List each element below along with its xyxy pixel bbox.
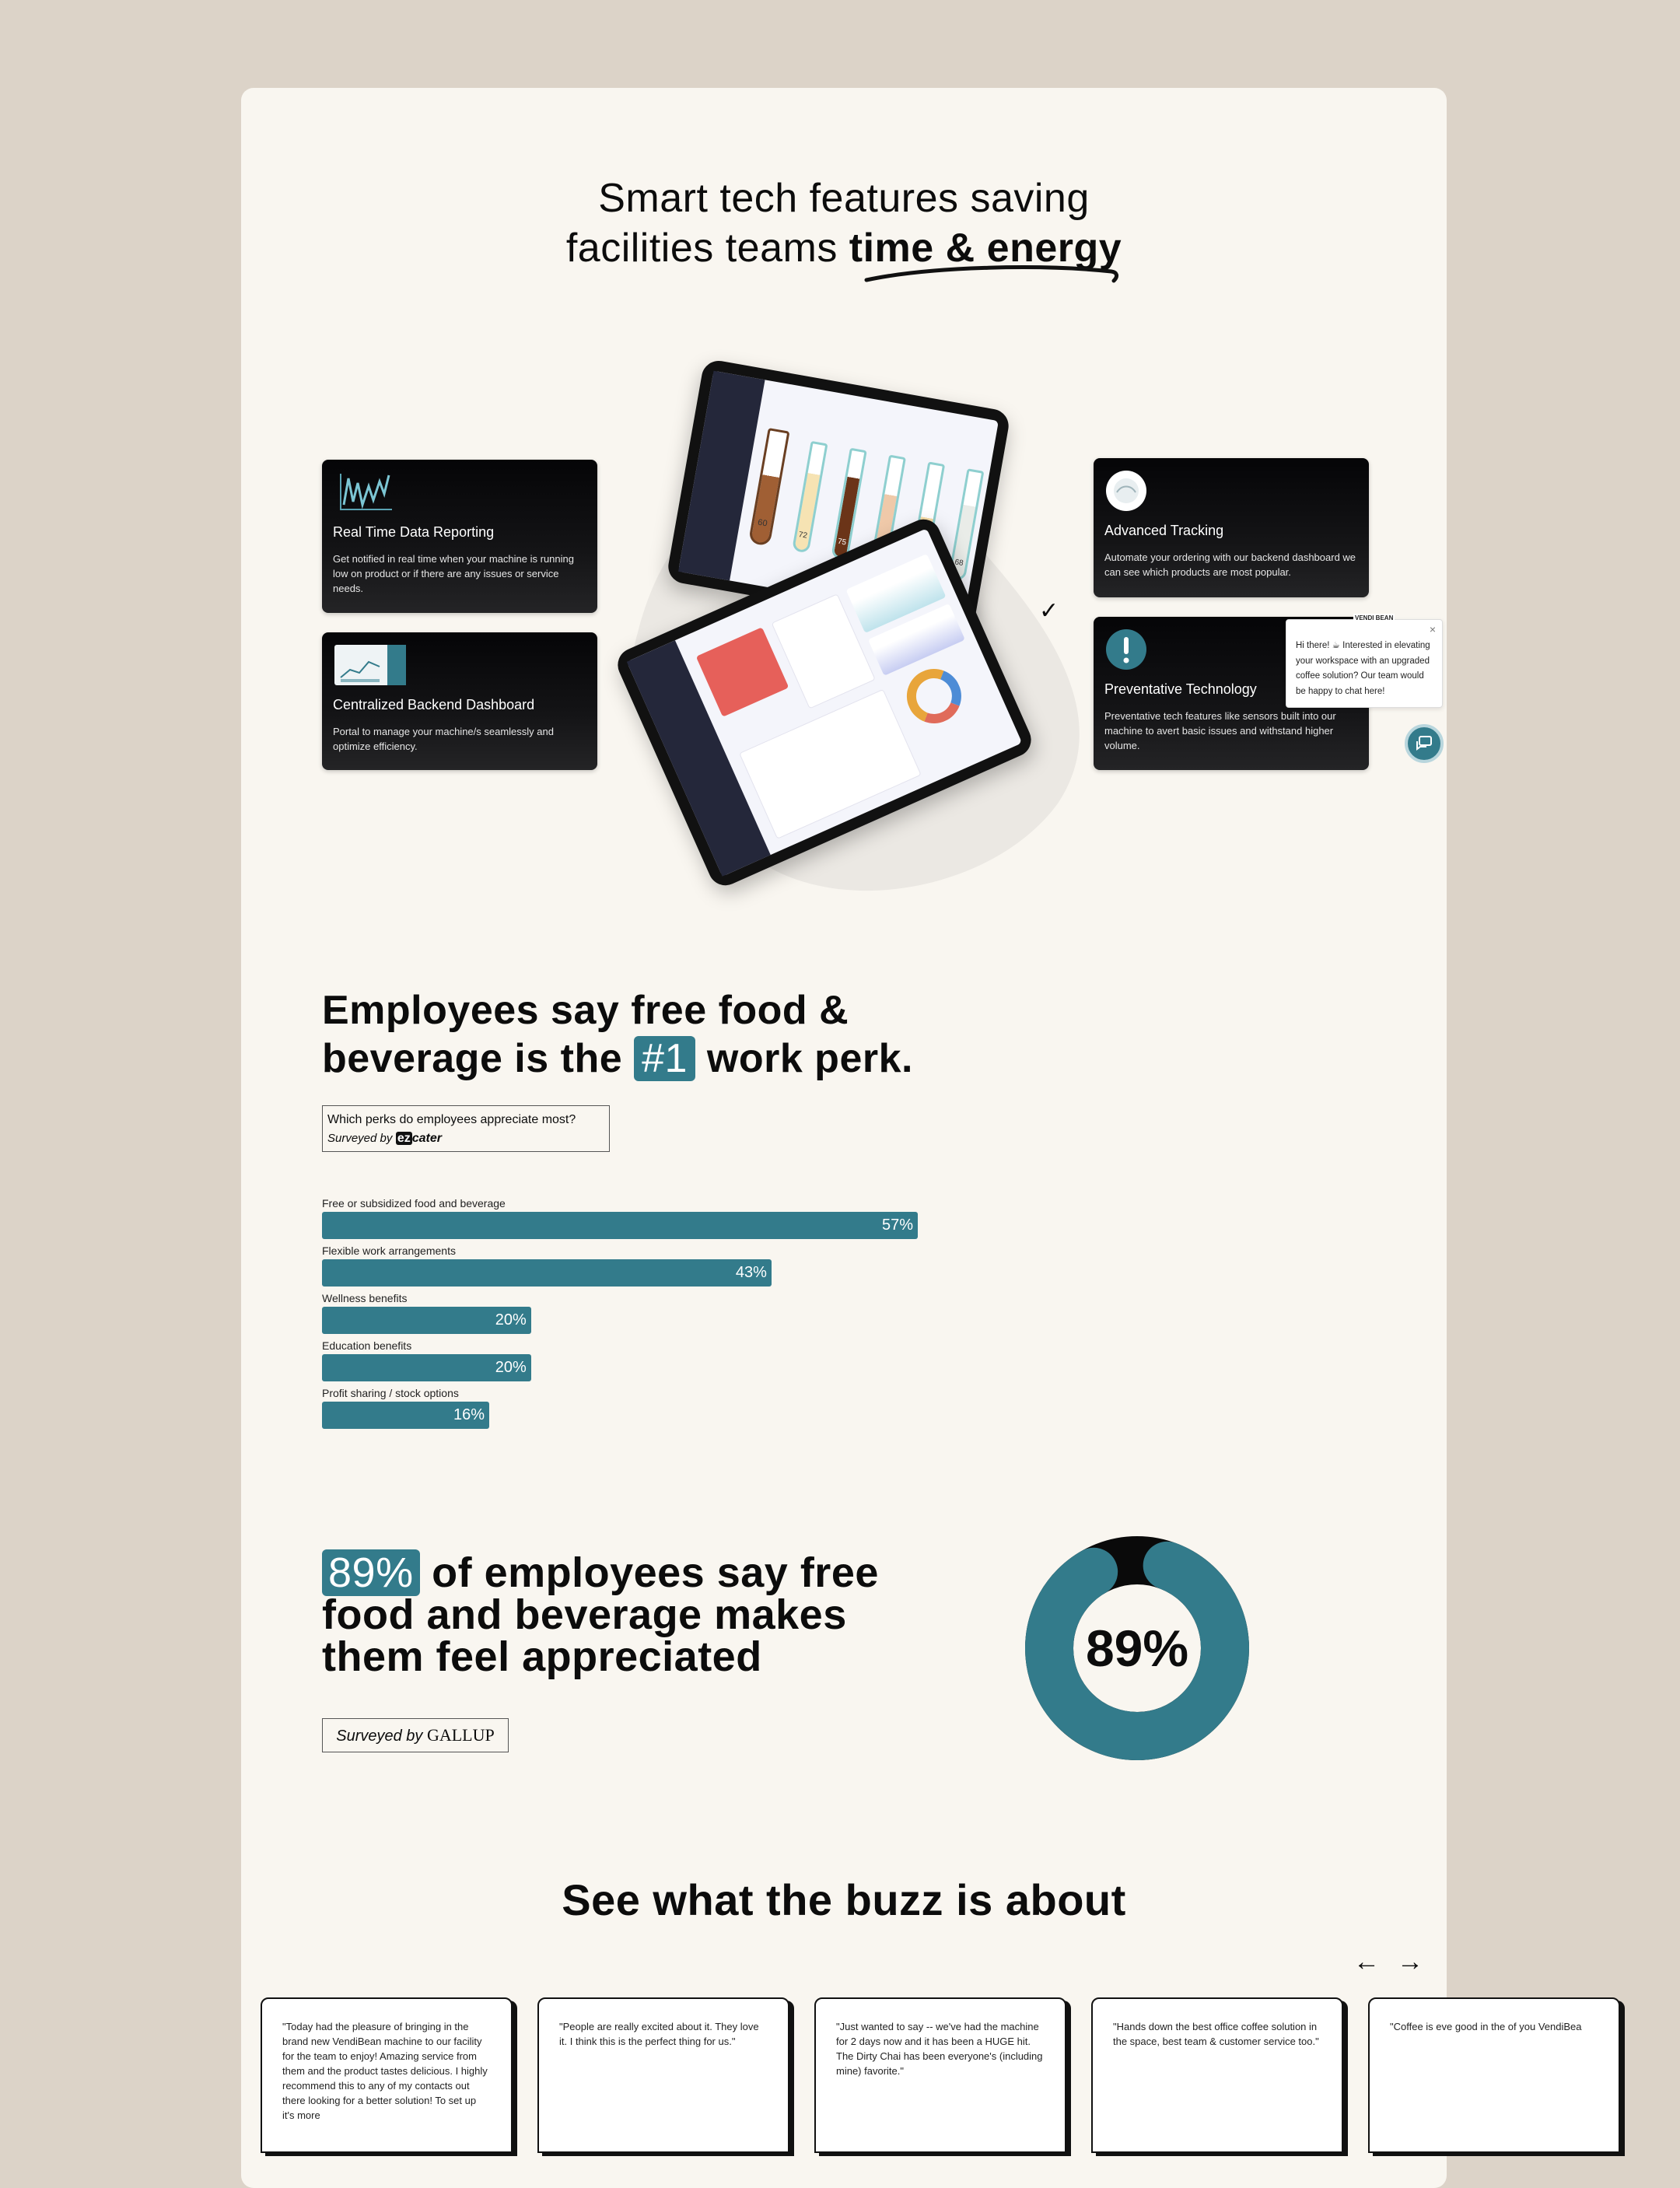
bar-row [322, 1386, 929, 1434]
card-title: Real Time Data Reporting [333, 524, 495, 540]
chat-popup[interactable] [1286, 614, 1443, 708]
alert-icon [1104, 628, 1151, 671]
card-title: Advanced Tracking [1104, 523, 1224, 538]
chat-message: Hi there! ☕ Interested in elevating your workspace with an upgraded coffee solution? Our team would be happy to chat here! [1296, 641, 1430, 696]
appreciation-title-text: of employees say free food and beverage makes them feel appreciated [322, 1549, 879, 1680]
bar-row [322, 1291, 929, 1339]
card-title: Centralized Backend Dashboard [333, 697, 535, 712]
dashboard-icon [333, 643, 408, 687]
arrow-left-icon[interactable]: ← [1353, 1947, 1397, 1976]
survey-by-label: Surveyed by [327, 1132, 393, 1145]
bar-label: Wellness benefits [322, 1292, 408, 1304]
rank-badge: #1 [634, 1036, 695, 1081]
survey-question: Which perks do employees appreciate most? [327, 1113, 576, 1126]
perks-title [322, 986, 913, 1083]
level-tube: 75 [831, 447, 866, 560]
bar-label: Education benefits [322, 1339, 412, 1352]
chat-launcher-button[interactable] [1405, 724, 1444, 763]
testimonial-text: "Today had the pleasure of bringing in the brand new VendiBean machine to our facility for the team to enjoy! Amazing service from them and the product tastes delicious. I highly recommend this to any of my contacts out there looking for a better solution! To set up it's more [282, 2021, 488, 2121]
survey-box-ezcater [322, 1105, 610, 1152]
percent-badge: 89% [322, 1549, 420, 1596]
level-tube: 72 [792, 440, 828, 553]
bar-label: Free or subsidized food and beverage [322, 1197, 506, 1210]
tracking-icon [1104, 469, 1151, 513]
testimonial-card [537, 1997, 789, 2153]
bar-row [322, 1196, 929, 1244]
arrow-right-icon[interactable]: → [1397, 1947, 1440, 1976]
bar [322, 1354, 531, 1381]
bar-value-label: 20% [495, 1311, 527, 1329]
testimonial-text: "Coffee is eve good in the of you VendiBea [1390, 2021, 1582, 2032]
survey-by-label: Surveyed by [336, 1728, 423, 1745]
bar [322, 1307, 531, 1334]
testimonial-text: "Just wanted to say -- we've had the machine for 2 days now and it has been a HUGE hit. The Dirty Chai has been everyone's (including mine) favorite." [836, 2021, 1043, 2077]
ezcater-logo [396, 1132, 442, 1145]
bar [322, 1212, 918, 1239]
survey-box-gallup [322, 1718, 509, 1752]
bar [322, 1402, 489, 1429]
bar-value-label: 16% [453, 1406, 485, 1423]
bar-label: Flexible work arrangements [322, 1245, 456, 1257]
card-description: Get notified in real time when your machine is running low on product or if there are any issues or service needs. [333, 553, 574, 594]
bar-value-label: 43% [735, 1264, 767, 1281]
feature-card-advanced-tracking [1094, 458, 1369, 597]
level-tube: 60 [748, 428, 790, 546]
feature-card-backend-dashboard [322, 632, 597, 770]
testimonial-card [1368, 1997, 1620, 2153]
title-underline-swoosh [859, 261, 1123, 292]
main-panel [241, 88, 1582, 2188]
perks-title-bold: work perk. [695, 1036, 913, 1081]
dashboard-donut [898, 660, 970, 732]
bar-value-label: 20% [495, 1359, 527, 1376]
tablet-sidebar [678, 371, 765, 581]
card-description: Preventative tech features like sensors built into our machine to avert basic issues and withstand higher volume. [1104, 710, 1336, 751]
chat-logo: VENDI BEAN [1355, 614, 1394, 621]
testimonial-text: "Hands down the best office coffee solution in the space, best team & customer service too." [1113, 2021, 1319, 2047]
testimonial-card [814, 1997, 1066, 2153]
testimonial-card [1091, 1997, 1343, 2153]
features-title-line1: Smart tech features saving [598, 176, 1090, 221]
bar-value-label: 57% [881, 1217, 913, 1234]
feature-card-real-time [322, 460, 597, 613]
features-title-bold: time & energy [849, 226, 1122, 271]
level-tube: 68 [947, 468, 983, 581]
check-icon: ✓ [1039, 598, 1059, 624]
testimonial-carousel [261, 1997, 1582, 2153]
card-title: Preventative Technology [1104, 681, 1257, 697]
card-description: Portal to manage your machine/s seamlessly and optimize efficiency. [333, 726, 554, 752]
bar [322, 1259, 772, 1287]
buzz-title-prefix: See what the [562, 1875, 845, 1924]
buzz-title-bold: buzz [845, 1875, 944, 1924]
chart-icon [333, 471, 395, 514]
carousel-arrows [1353, 1947, 1440, 1977]
buzz-title [241, 1873, 1447, 1927]
ezcater-logo-text: cater [411, 1132, 442, 1145]
appreciation-title [322, 1549, 913, 1680]
chat-bubble-icon [1416, 735, 1433, 752]
donut-center-label: 89% [1085, 1619, 1189, 1677]
features-title [241, 173, 1447, 273]
perks-title-line2: beverage is the [322, 1036, 635, 1081]
gallup-logo: GALLUP [426, 1725, 495, 1745]
card-description: Automate your ordering with our backend dashboard we can see which products are most popular. [1104, 551, 1356, 578]
testimonial-card [261, 1997, 513, 2153]
dashboard-red-card [696, 627, 789, 716]
ezcater-logo-box: ez [397, 1132, 411, 1145]
perks-title-line1: Employees say free food & [322, 988, 849, 1033]
bar-row [322, 1339, 929, 1386]
perks-bar-chart [322, 1196, 929, 1434]
testimonial-text: "People are really excited about it. They love it. I think this is the perfect thing for us." [559, 2021, 759, 2047]
bar-row [322, 1244, 929, 1291]
buzz-title-suffix: is about [943, 1875, 1126, 1924]
features-title-line2: facilities teams [565, 226, 849, 271]
close-icon[interactable]: × [1429, 623, 1436, 635]
bar-label: Profit sharing / stock options [322, 1387, 459, 1399]
